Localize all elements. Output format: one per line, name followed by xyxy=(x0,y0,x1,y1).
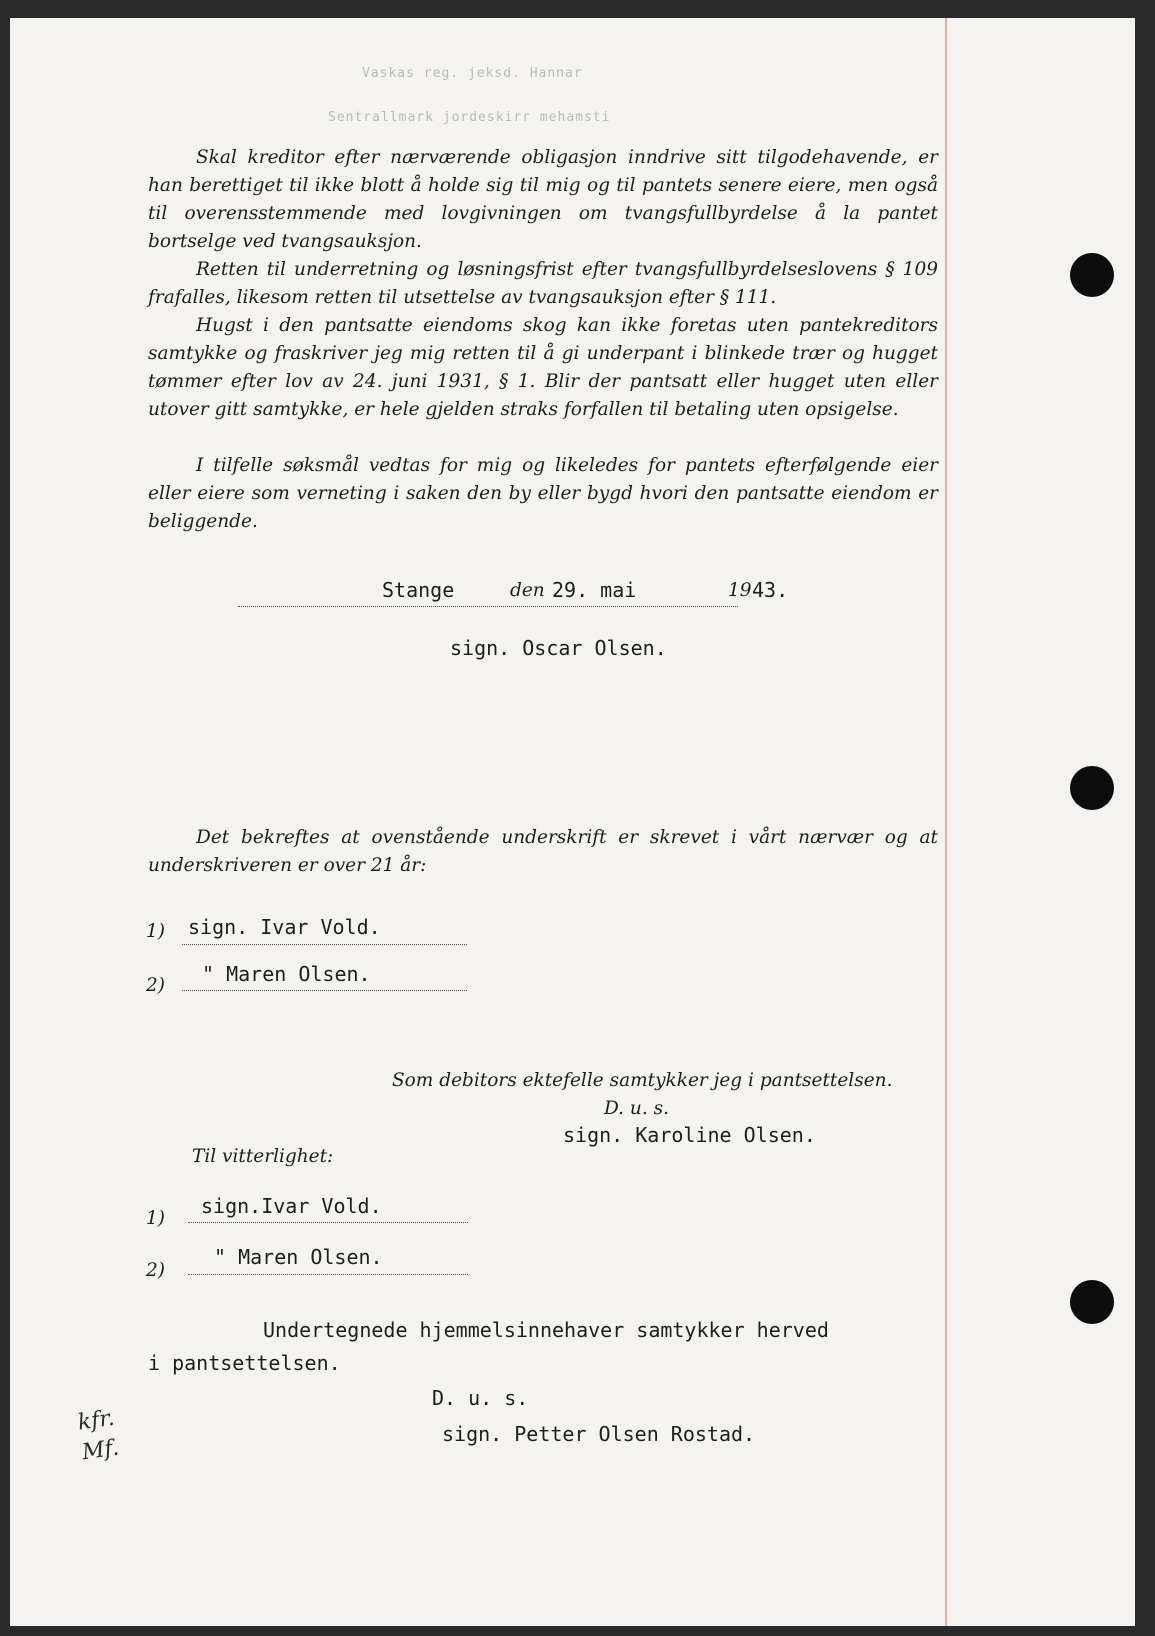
witness-2-number: 2) xyxy=(146,975,165,996)
margin-line xyxy=(945,18,947,1626)
spouse-consent-text: Som debitors ektefelle samtykker jeg i pantsettelsen. xyxy=(392,1070,893,1091)
date-place: Stange xyxy=(382,578,455,602)
paragraph-collection: Skal kreditor efter nærværende obligasjon inndrive sitt tilgodehavende, er han berettiget til ikke blott å holde sig til mig og til pantets senere eiere, men også til overensstemmende med lovgivningen om tvangsfullbyrdelse å la pantet bortselge ved tvangsauksjon. xyxy=(148,147,938,252)
paragraph-venue: I tilfelle søksmål vedtas for mig og likeledes for pantets efterfølgende eier eller eiere som verneting i saken den by eller bygd hvori den pantsatte eiendom er beliggende. xyxy=(148,455,938,532)
punch-hole xyxy=(1070,253,1114,297)
witness-b2-line xyxy=(188,1274,468,1275)
witness-b2-name: " Maren Olsen. xyxy=(214,1245,383,1269)
witness-b1-number: 1) xyxy=(146,1208,165,1229)
paragraph-notice: Retten til underretning og løsningsfrist efter tvangsfullbyrdelseslovens § 109 frafalles, likesom retten til utsettelse av tvangsauksjon efter § 111. xyxy=(148,259,938,308)
witness-b2-number: 2) xyxy=(146,1260,165,1281)
owner-consent-line2: i pantsettelsen. xyxy=(148,1351,341,1375)
date-year-prefix: 19 xyxy=(728,580,752,601)
margin-note-line1: kfr. xyxy=(76,1405,116,1436)
date-dotted-line xyxy=(238,606,738,607)
spouse-signature: sign. Karoline Olsen. xyxy=(563,1123,816,1147)
punch-hole xyxy=(1070,1280,1114,1324)
date-den-label: den xyxy=(510,580,545,601)
bleed-through-header-1: Vaskas reg. jeksd. Hannar xyxy=(362,66,583,81)
debtor-signature: sign. Oscar Olsen. xyxy=(450,636,667,660)
spouse-consent-dus: D. u. s. xyxy=(604,1098,669,1119)
margin-note-line2: Mf. xyxy=(80,1435,121,1466)
witness-1-number: 1) xyxy=(146,921,165,942)
paragraph-logging: Hugst i den pantsatte eiendoms skog kan ikke foretas uten pantekreditors samtykke og fraskriver jeg mig retten til å gi underpant i blinkede trær og hugget tømmer efter lov av 24. juni 1931, § 1. Blir der pantsatt eller hugget uten eller utover gitt samtykke, er hele gjelden straks forfallen til betaling uten opsigelse. xyxy=(148,315,938,420)
witness-statement: Det bekreftes at ovenstående underskrift er skrevet i vårt nærvær og at underskriveren er over 21 år: xyxy=(148,827,938,876)
owner-consent-dus: D. u. s. xyxy=(432,1386,529,1410)
punch-hole xyxy=(1070,766,1114,810)
date-year-suffix: 43. xyxy=(752,578,789,602)
witness-2-line xyxy=(182,990,467,991)
date-day-month: 29. mai xyxy=(552,578,637,602)
owner-consent-line1: Undertegnede hjemmelsinnehaver samtykker herved xyxy=(263,1318,829,1342)
handwritten-margin-note xyxy=(76,1404,121,1469)
til-vitterlighet-label: Til vitterlighet: xyxy=(192,1146,334,1167)
document-page xyxy=(10,18,1135,1626)
witness-1-line xyxy=(182,944,467,945)
witness-1-name: sign. Ivar Vold. xyxy=(188,915,381,939)
witness-b1-name: sign.Ivar Vold. xyxy=(201,1194,382,1218)
witness-2-name: " Maren Olsen. xyxy=(202,962,371,986)
bleed-through-header-2: Sentrallmark jordeskirr mehamsti xyxy=(328,110,611,125)
owner-signature: sign. Petter Olsen Rostad. xyxy=(442,1422,756,1446)
witness-b1-line xyxy=(188,1222,468,1223)
